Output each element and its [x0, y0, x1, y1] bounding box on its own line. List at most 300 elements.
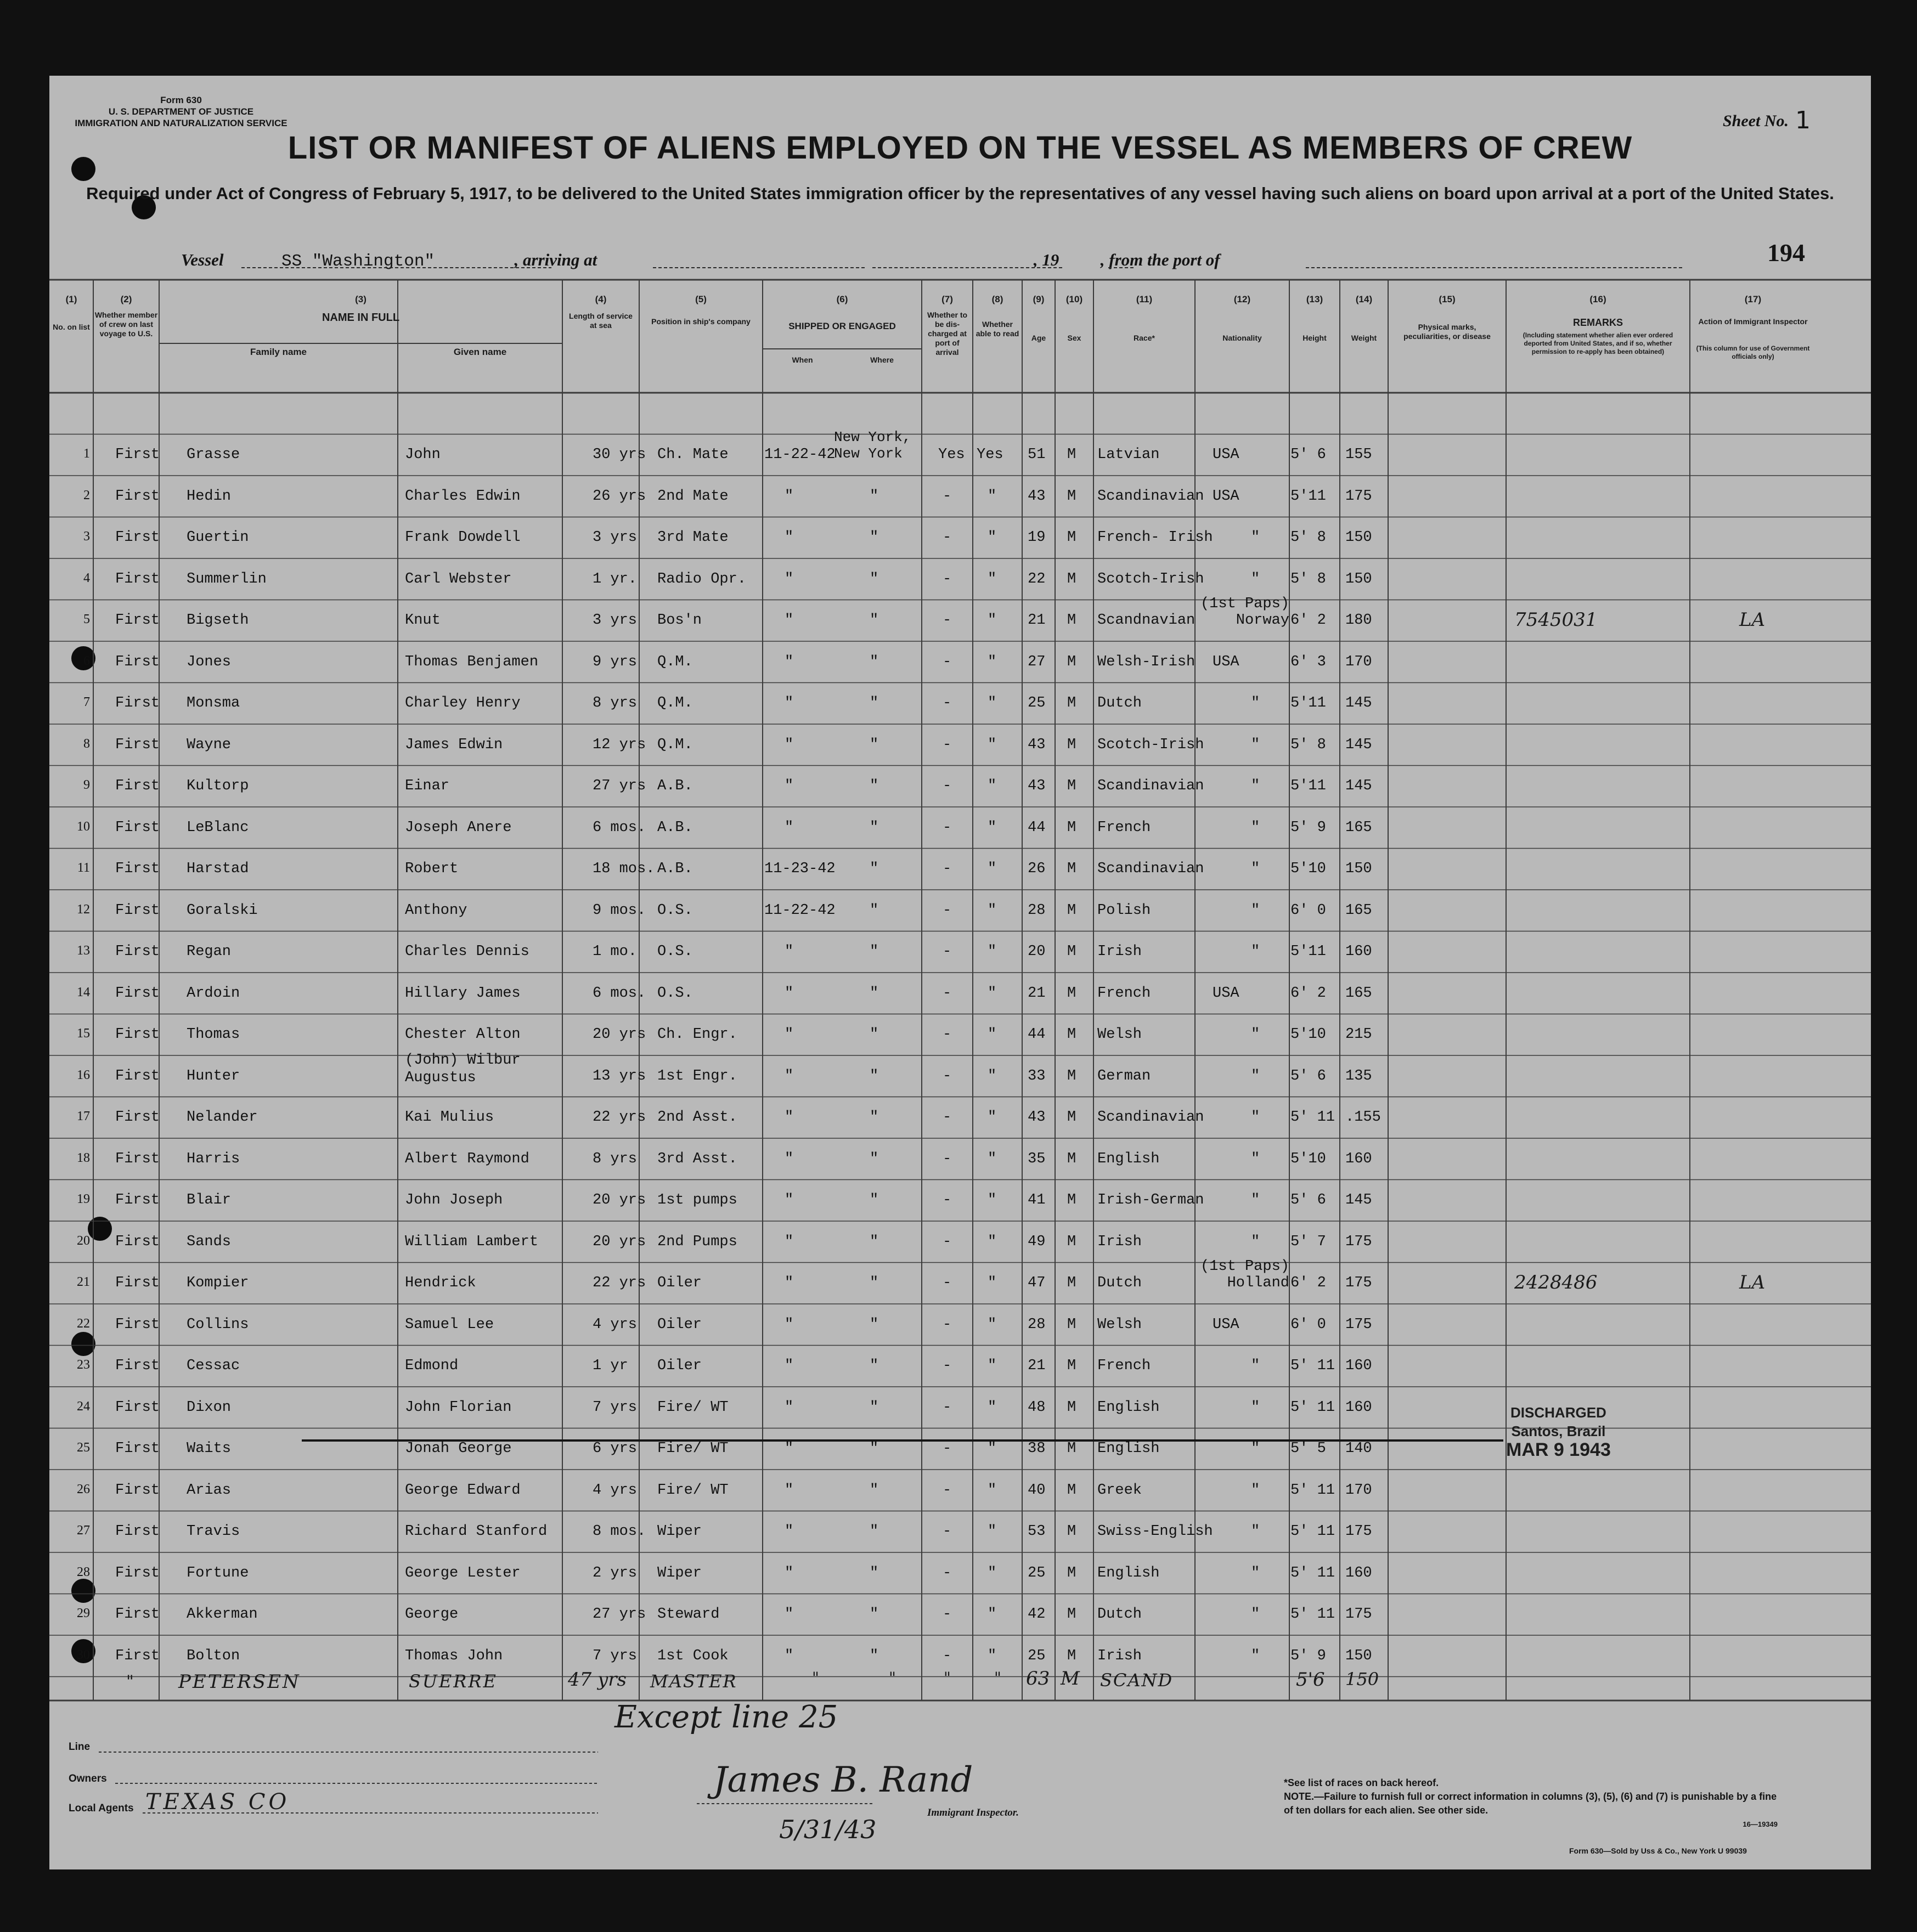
race: Dutch	[1097, 1275, 1142, 1291]
position: A.B.	[657, 778, 693, 794]
col3-family: Family name	[250, 347, 307, 357]
last-voyage: First	[115, 653, 160, 670]
given-name: Albert Raymond	[405, 1150, 529, 1167]
given-name: Charles Edwin	[405, 488, 521, 505]
age: 40	[1028, 1482, 1046, 1499]
discharged: -	[943, 902, 952, 919]
service-length: 4 yrs	[593, 1482, 638, 1499]
height: 5'11	[1290, 778, 1326, 794]
discharged: -	[943, 1440, 952, 1457]
shipped-where: "	[870, 1358, 879, 1374]
able-to-read: "	[988, 1233, 997, 1250]
row-number: 6	[83, 653, 90, 668]
height: 5' 11	[1290, 1399, 1335, 1416]
nationality: "	[1251, 1109, 1260, 1126]
col14-label: Weight	[1351, 334, 1377, 342]
shipped-where: "	[870, 1026, 879, 1043]
last-voyage: First	[115, 529, 160, 546]
weight: 165	[1345, 902, 1372, 919]
height: 6' 2	[1290, 1275, 1326, 1291]
col17-num: (17)	[1744, 294, 1762, 304]
discharged: -	[943, 819, 952, 836]
given-name: James Edwin	[405, 736, 503, 753]
able-to-read: "	[988, 861, 997, 877]
service-length: 9 yrs	[593, 653, 638, 670]
family-name: LeBlanc	[187, 819, 249, 836]
col11-num: (11)	[1136, 294, 1153, 304]
family-name: Collins	[187, 1316, 249, 1333]
col1-label: No. on list	[53, 323, 90, 331]
height: 5' 8	[1290, 529, 1326, 546]
sex: M	[1067, 447, 1076, 463]
shipped-when: "	[785, 1358, 794, 1374]
discharged: -	[943, 612, 952, 629]
given-name: John Joseph	[405, 1192, 503, 1208]
able-to-read: "	[988, 944, 997, 960]
row-number: 12	[77, 902, 90, 917]
age: 41	[1028, 1192, 1046, 1208]
given-name: Carl Webster	[405, 570, 512, 587]
position: 1st Engr.	[657, 1067, 737, 1084]
nationality: (1st Paps) Norway	[1200, 596, 1289, 629]
position: Q.M.	[657, 695, 693, 711]
vessel-name: SS "Washington"	[281, 252, 435, 271]
row-number: 29	[77, 1606, 90, 1620]
position: Fire/ WT	[657, 1399, 729, 1416]
last-voyage: First	[115, 1233, 160, 1250]
given-name: Frank Dowdell	[405, 529, 521, 546]
last-voyage: First	[115, 985, 160, 1002]
age: 43	[1028, 1109, 1046, 1126]
age: 25	[1028, 1564, 1046, 1581]
shipped-where: "	[870, 1523, 879, 1540]
shipped-when: "	[785, 1440, 794, 1457]
given-name: George Edward	[405, 1482, 521, 1499]
nationality: "	[1251, 695, 1260, 711]
manifest-sheet	[49, 76, 1871, 1869]
age: 44	[1028, 1026, 1046, 1043]
service-length: 8 mos.	[593, 1523, 646, 1540]
service-length: 2 yrs	[593, 1564, 638, 1581]
able-to-read: "	[988, 902, 997, 919]
shipped-when: "	[785, 1150, 794, 1167]
nationality: "	[1251, 1192, 1260, 1208]
position: Wiper	[657, 1564, 702, 1581]
sex: M	[1067, 736, 1076, 753]
master-height: 5'6	[1296, 1669, 1325, 1691]
able-to-read: "	[988, 1275, 997, 1291]
last-voyage: First	[115, 1647, 160, 1664]
row-number: 16	[77, 1067, 90, 1082]
master-weight: 150	[1345, 1669, 1379, 1690]
given-name: Chester Alton	[405, 1026, 521, 1043]
shipped-when: "	[785, 653, 794, 670]
height: 5' 11	[1290, 1606, 1335, 1623]
able-to-read: "	[988, 778, 997, 794]
inspector-label: Immigrant Inspector.	[927, 1807, 1019, 1818]
position: 2nd Pumps	[657, 1233, 737, 1250]
footnote-races: *See list of races on back hereof.	[1284, 1777, 1439, 1788]
row-number: 22	[77, 1316, 90, 1331]
row-number: 4	[83, 570, 90, 585]
nationality: "	[1251, 1523, 1260, 1540]
family-name: Fortune	[187, 1564, 249, 1581]
shipped-when: "	[785, 529, 794, 546]
given-name: Charley Henry	[405, 695, 521, 711]
able-to-read: "	[988, 1358, 997, 1374]
weight: 160	[1345, 944, 1372, 960]
shipped-where: New York, New York	[834, 429, 911, 462]
shipped-when: "	[785, 1109, 794, 1126]
except-note: Except line 25	[614, 1699, 838, 1735]
sex: M	[1067, 1067, 1076, 1084]
age: 43	[1028, 736, 1046, 753]
shipped-where: "	[870, 1233, 879, 1250]
nationality: USA	[1213, 488, 1239, 505]
family-name: Nelander	[187, 1109, 258, 1126]
shipped-where: "	[870, 819, 879, 836]
race: Scandinavian	[1097, 778, 1204, 794]
last-voyage: First	[115, 612, 160, 629]
able-to-read: "	[988, 1192, 997, 1208]
form-code: 16—19349	[1743, 1820, 1778, 1828]
discharged: -	[943, 1067, 952, 1084]
row-number: 21	[77, 1275, 90, 1289]
footnote-note: NOTE.—Failure to furnish full or correct information in columns (3), (5), (6) and (7) is punishable by a fine of ten dollars for each alien. See other side.	[1284, 1791, 1777, 1816]
service-length: 27 yrs	[593, 778, 646, 794]
position: Oiler	[657, 1358, 702, 1374]
nationality: "	[1251, 1358, 1260, 1374]
stamp-date: MAR 9 1943	[1506, 1439, 1611, 1460]
shipped-when: "	[785, 1026, 794, 1043]
able-to-read: "	[988, 736, 997, 753]
sex: M	[1067, 1606, 1076, 1623]
shipped-where: "	[870, 695, 879, 711]
col11-label: Race*	[1134, 334, 1155, 342]
position: 3rd Asst.	[657, 1150, 737, 1167]
family-name: Sands	[187, 1233, 232, 1250]
discharged: -	[943, 985, 952, 1002]
able-to-read: "	[988, 1523, 997, 1540]
shipped-when: "	[785, 612, 794, 629]
discharged: -	[943, 1482, 952, 1499]
remarks: 7545031	[1514, 609, 1598, 631]
sex: M	[1067, 488, 1076, 505]
height: 5' 9	[1290, 819, 1326, 836]
page-title: LIST OR MANIFEST OF ALIENS EMPLOYED ON THE VESSEL AS MEMBERS OF CREW	[287, 130, 1633, 166]
col6-when: When	[792, 355, 813, 364]
shipped-when: 11-22-42	[764, 447, 836, 463]
shipped-where: "	[870, 1647, 879, 1664]
discharged: -	[943, 1275, 952, 1291]
age: 22	[1028, 570, 1046, 587]
race: English	[1097, 1150, 1160, 1167]
position: Wiper	[657, 1523, 702, 1540]
shipped-where: "	[870, 1275, 879, 1291]
shipped-when: "	[785, 778, 794, 794]
position: O.S.	[657, 902, 693, 919]
race: Scandinavian	[1097, 861, 1204, 877]
family-name: Harris	[187, 1150, 240, 1167]
nationality: USA	[1213, 447, 1239, 463]
service-length: 20 yrs	[593, 1233, 646, 1250]
position: Ch. Mate	[657, 447, 729, 463]
family-name: Cessac	[187, 1358, 240, 1374]
col2-label: Whether member of crew on last voyage to U.S.	[94, 310, 158, 338]
row-number: 2	[83, 488, 90, 502]
weight: 145	[1345, 1192, 1372, 1208]
arriving-label: , arriving at	[514, 250, 597, 269]
age: 53	[1028, 1523, 1046, 1540]
age: 35	[1028, 1150, 1046, 1167]
row-number: 9	[83, 778, 90, 792]
nationality: "	[1251, 1647, 1260, 1664]
last-voyage: First	[115, 488, 160, 505]
shipped-where: "	[870, 1109, 879, 1126]
age: 26	[1028, 861, 1046, 877]
service-length: 4 yrs	[593, 1316, 638, 1333]
given-name: Joseph Anere	[405, 819, 512, 836]
weight: 155	[1345, 447, 1372, 463]
shipped-when: "	[785, 570, 794, 587]
nationality: USA	[1213, 985, 1239, 1002]
race: Welsh-Irish	[1097, 653, 1196, 670]
discharged: -	[943, 570, 952, 587]
row-number: 23	[77, 1358, 90, 1372]
age: 20	[1028, 944, 1046, 960]
age: 51	[1028, 447, 1046, 463]
age: 21	[1028, 985, 1046, 1002]
age: 27	[1028, 653, 1046, 670]
col12-label: Nationality	[1222, 334, 1262, 342]
row-number: 26	[77, 1482, 90, 1496]
service-length: 1 mo.	[593, 944, 638, 960]
col5-num: (5)	[695, 294, 707, 304]
shipped-where: "	[870, 653, 879, 670]
department: U. S. DEPARTMENT OF JUSTICE	[108, 106, 254, 117]
master-mark: "	[126, 1672, 134, 1691]
service-length: 18 mos.	[593, 861, 655, 877]
master-disch: "	[944, 1669, 951, 1687]
family-name: Bigseth	[187, 612, 249, 629]
service-length: 9 mos.	[593, 902, 646, 919]
service-length: 12 yrs	[593, 736, 646, 753]
service-length: 1 yr.	[593, 570, 638, 587]
service-length: 6 mos.	[593, 819, 646, 836]
col10-num: (10)	[1065, 294, 1083, 304]
inspector-signature: James B. Rand	[713, 1760, 973, 1800]
discharged: -	[943, 488, 952, 505]
age: 47	[1028, 1275, 1046, 1291]
given-name: George	[405, 1606, 459, 1623]
height: 5' 8	[1290, 736, 1326, 753]
col1-num: (1)	[65, 294, 77, 304]
race: French	[1097, 985, 1151, 1002]
age: 25	[1028, 1647, 1046, 1664]
col3-num: (3)	[355, 294, 367, 304]
nationality: USA	[1213, 1316, 1239, 1333]
height: 5' 9	[1290, 1647, 1326, 1664]
year-label: , 19	[1033, 250, 1059, 269]
printer-imprint: Form 630—Sold by Uss & Co., New York U 99039	[1569, 1846, 1747, 1855]
col15-num: (15)	[1439, 294, 1456, 304]
shipped-where: "	[870, 944, 879, 960]
given-name: Robert	[405, 861, 459, 877]
discharged: -	[943, 944, 952, 960]
position: Oiler	[657, 1275, 702, 1291]
family-name: Akkerman	[187, 1606, 258, 1623]
service-length: 30 yrs	[593, 447, 646, 463]
sex: M	[1067, 1399, 1076, 1416]
height: 5' 6	[1290, 447, 1326, 463]
given-name: Thomas Benjamen	[405, 653, 539, 670]
row-number: 1	[83, 447, 90, 461]
line-label: Line	[69, 1741, 91, 1753]
race: French	[1097, 1358, 1151, 1374]
family-name: Goralski	[187, 902, 258, 919]
service-length: 22 yrs	[593, 1109, 646, 1126]
row-number: 30	[77, 1647, 90, 1662]
height: 5' 8	[1290, 570, 1326, 587]
col16-num: (16)	[1589, 294, 1606, 304]
position: A.B.	[657, 861, 693, 877]
position: A.B.	[657, 819, 693, 836]
col14-num: (14)	[1355, 294, 1373, 304]
able-to-read: "	[988, 1316, 997, 1333]
height: 5' 6	[1290, 1067, 1326, 1084]
col16-sub: (Including statement whether alien ever ordered deported from United States, and if so, whether permission to re-apply has been obtained)	[1523, 331, 1673, 355]
col17-label: Action of Immigrant Inspector	[1698, 317, 1808, 326]
race: Polish	[1097, 902, 1151, 919]
sex: M	[1067, 1316, 1076, 1333]
able-to-read: "	[988, 1606, 997, 1623]
service-length: 8 yrs	[593, 695, 638, 711]
race: English	[1097, 1440, 1160, 1457]
position: Fire/ WT	[657, 1440, 729, 1457]
nationality: (1st Paps) Holland	[1200, 1258, 1289, 1291]
shipped-where: "	[870, 1482, 879, 1499]
sex: M	[1067, 1647, 1076, 1664]
sex: M	[1067, 1275, 1076, 1291]
service-length: 1 yr	[593, 1358, 628, 1374]
race: English	[1097, 1399, 1160, 1416]
family-name: Blair	[187, 1192, 232, 1208]
sex: M	[1067, 1564, 1076, 1581]
shipped-where: "	[870, 736, 879, 753]
last-voyage: First	[115, 1275, 160, 1291]
height: 6' 2	[1290, 612, 1326, 629]
col6-num: (6)	[836, 294, 848, 304]
height: 5' 11	[1290, 1358, 1335, 1374]
nationality: "	[1251, 1026, 1260, 1043]
age: 38	[1028, 1440, 1046, 1457]
sheet-no-label: Sheet No.	[1723, 112, 1789, 130]
weight: 150	[1345, 1647, 1372, 1664]
age: 21	[1028, 612, 1046, 629]
race: Scandnavian	[1097, 612, 1196, 629]
row-number: 13	[77, 944, 90, 958]
given-name: Hendrick	[405, 1275, 476, 1291]
position: Fire/ WT	[657, 1482, 729, 1499]
family-name: Bolton	[187, 1647, 240, 1664]
weight: 170	[1345, 1482, 1372, 1499]
last-voyage: First	[115, 819, 160, 836]
row-number: 20	[77, 1233, 90, 1248]
shipped-where: "	[870, 529, 879, 546]
discharged: -	[943, 1564, 952, 1581]
inspector-action: LA	[1739, 609, 1766, 631]
given-name: Kai Mulius	[405, 1109, 494, 1126]
shipped-when: "	[785, 1399, 794, 1416]
service-length: 7 yrs	[593, 1647, 638, 1664]
col15-label: Physical marks, peculiarities, or disease	[1403, 323, 1491, 341]
sex: M	[1067, 1440, 1076, 1457]
position: 1st pumps	[657, 1192, 737, 1208]
discharged: -	[943, 695, 952, 711]
col12-num: (12)	[1233, 294, 1251, 304]
sex: M	[1067, 1482, 1076, 1499]
row-number: 14	[77, 985, 90, 999]
age: 33	[1028, 1067, 1046, 1084]
discharged: -	[943, 529, 952, 546]
discharged: -	[943, 1192, 952, 1208]
last-voyage: First	[115, 1606, 160, 1623]
form-number: Form 630	[160, 95, 202, 105]
sex: M	[1067, 985, 1076, 1002]
discharged: -	[943, 653, 952, 670]
last-voyage: First	[115, 1564, 160, 1581]
height: 5'11	[1290, 488, 1326, 505]
weight: 140	[1345, 1440, 1372, 1457]
race: German	[1097, 1067, 1151, 1084]
race: Scandinavian	[1097, 1109, 1204, 1126]
sex: M	[1067, 861, 1076, 877]
shipped-when: "	[785, 819, 794, 836]
col9-num: (9)	[1033, 294, 1045, 304]
height: 5'11	[1290, 695, 1326, 711]
col13-label: Height	[1303, 334, 1327, 342]
nationality: USA	[1213, 653, 1239, 670]
weight: 175	[1345, 1275, 1372, 1291]
race: Irish-German	[1097, 1192, 1204, 1208]
weight: 150	[1345, 529, 1372, 546]
nationality: "	[1251, 1606, 1260, 1623]
able-to-read: "	[988, 1647, 997, 1664]
given-name: Anthony	[405, 902, 467, 919]
service-length: 26 yrs	[593, 488, 646, 505]
position: O.S.	[657, 944, 693, 960]
owners-label: Owners	[69, 1773, 107, 1784]
shipped-where: "	[870, 1399, 879, 1416]
last-voyage: First	[115, 1067, 160, 1084]
col5-label: Position in ship's company	[651, 317, 751, 326]
height: 5'10	[1290, 1150, 1326, 1167]
weight: .155	[1345, 1109, 1381, 1126]
position: 2nd Mate	[657, 488, 729, 505]
weight: 175	[1345, 1523, 1372, 1540]
shipped-when: 11-22-42	[764, 902, 836, 919]
discharged: -	[943, 1606, 952, 1623]
race: Latvian	[1097, 447, 1160, 463]
service-length: 8 yrs	[593, 1150, 638, 1167]
row-number: 18	[77, 1150, 90, 1165]
family-name: Thomas	[187, 1026, 240, 1043]
row-number: 25	[77, 1440, 90, 1455]
sex: M	[1067, 1358, 1076, 1374]
nationality: "	[1251, 1233, 1260, 1250]
race: Scotch-Irish	[1097, 736, 1204, 753]
able-to-read: "	[988, 612, 997, 629]
